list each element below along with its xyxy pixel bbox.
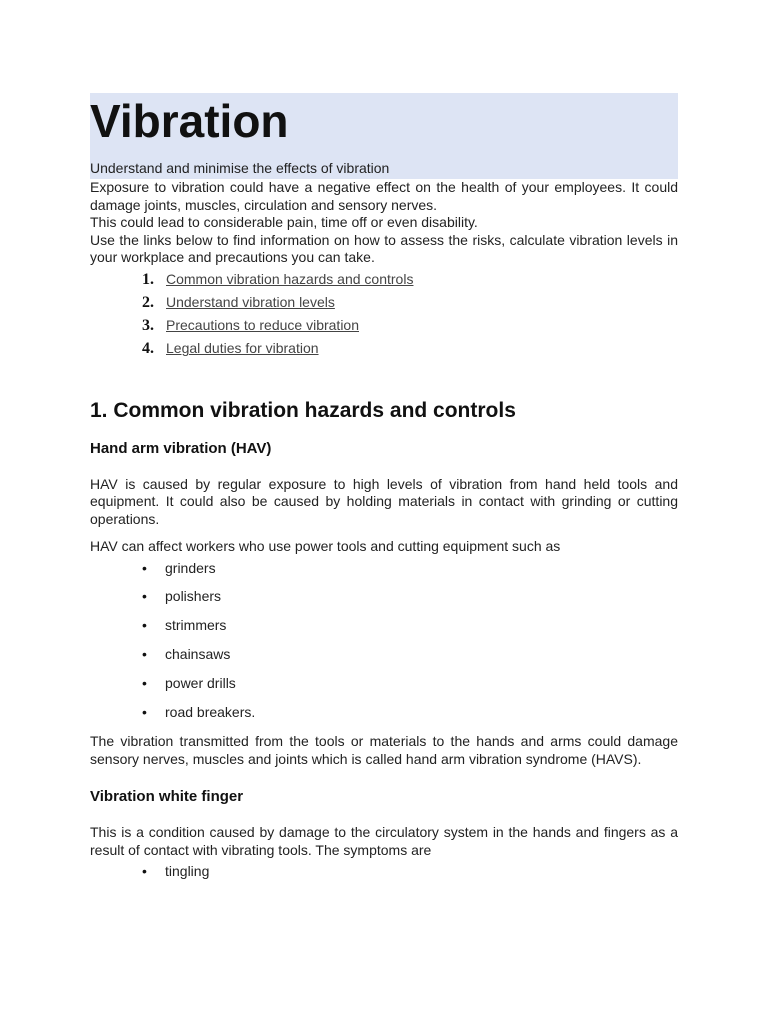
subheading-vibration-white-finger: Vibration white finger bbox=[90, 788, 244, 806]
intro-paragraph-1: Exposure to vibration could have a negative effect on the health of your employees. It could damage joints, muscles, circulation and sensory nerves. bbox=[90, 179, 678, 213]
list-item-text: chainsaws bbox=[165, 646, 231, 663]
hav-paragraph-2: HAV can affect workers who use power tools and cutting equipment such as bbox=[90, 538, 561, 555]
title-banner bbox=[90, 93, 678, 179]
page-title: Vibration bbox=[90, 95, 289, 147]
toc-item bbox=[142, 294, 678, 317]
hav-paragraph-1: HAV is caused by regular exposure to high levels of vibration from hand held tools and equipment. It could also be caused by holding materials in contact with grinding or cutting operations. bbox=[90, 475, 678, 527]
list-item bbox=[142, 646, 678, 675]
list-item-text: polishers bbox=[165, 588, 222, 605]
intro-paragraph-3: Use the links below to find information on how to assess the risks, calculate vibration levels in your workplace and precautions you can take. bbox=[90, 231, 678, 265]
list-item-text: strimmers bbox=[165, 617, 227, 634]
section-heading-hazards: 1. Common vibration hazards and controls bbox=[90, 398, 516, 422]
hav-tools-list bbox=[90, 560, 678, 733]
bullet-icon: • bbox=[142, 617, 147, 634]
list-item bbox=[142, 617, 678, 646]
bullet-icon: • bbox=[142, 559, 147, 576]
page-subtitle: Understand and minimise the effects of vibration bbox=[90, 160, 390, 176]
toc-item bbox=[142, 271, 678, 294]
list-item bbox=[142, 863, 678, 892]
bullet-icon: • bbox=[142, 646, 147, 663]
vwf-symptoms-list bbox=[90, 863, 678, 892]
bullet-icon: • bbox=[142, 863, 147, 880]
bullet-icon: • bbox=[142, 703, 147, 720]
toc-item bbox=[142, 340, 678, 363]
list-item-text: grinders bbox=[165, 559, 216, 576]
bullet-icon: • bbox=[142, 588, 147, 605]
toc-number: 1. bbox=[142, 270, 154, 288]
hav-paragraph-3: The vibration transmitted from the tools or materials to the hands and arms could damage sensory nerves, muscles and joints which is called hand arm vibration syndrome (HAVS). bbox=[90, 733, 678, 767]
intro-paragraph-2: This could lead to considerable pain, time off or even disability. bbox=[90, 214, 478, 230]
toc-number: 4. bbox=[142, 340, 154, 358]
document-content bbox=[90, 93, 678, 892]
table-of-contents bbox=[90, 271, 678, 364]
vwf-paragraph-1: This is a condition caused by damage to the circulatory system in the hands and fingers as a result of contact with vibrating tools. The symptoms are bbox=[90, 824, 678, 858]
toc-link-precautions[interactable]: Precautions to reduce vibration bbox=[166, 317, 359, 334]
toc-link-levels[interactable]: Understand vibration levels bbox=[166, 293, 335, 310]
bullet-icon: • bbox=[142, 674, 147, 691]
list-item-text: road breakers. bbox=[165, 703, 256, 720]
list-item bbox=[142, 704, 678, 733]
list-item-text: tingling bbox=[165, 863, 210, 880]
toc-link-hazards[interactable]: Common vibration hazards and controls bbox=[166, 270, 414, 287]
toc-link-legal-duties[interactable]: Legal duties for vibration bbox=[166, 340, 319, 357]
toc-number: 2. bbox=[142, 293, 154, 311]
list-item bbox=[142, 675, 678, 704]
list-item bbox=[142, 588, 678, 617]
toc-item bbox=[142, 317, 678, 340]
subheading-hav: Hand arm vibration (HAV) bbox=[90, 439, 272, 457]
toc-number: 3. bbox=[142, 317, 154, 335]
list-item bbox=[142, 560, 678, 589]
list-item-text: power drills bbox=[165, 674, 236, 691]
